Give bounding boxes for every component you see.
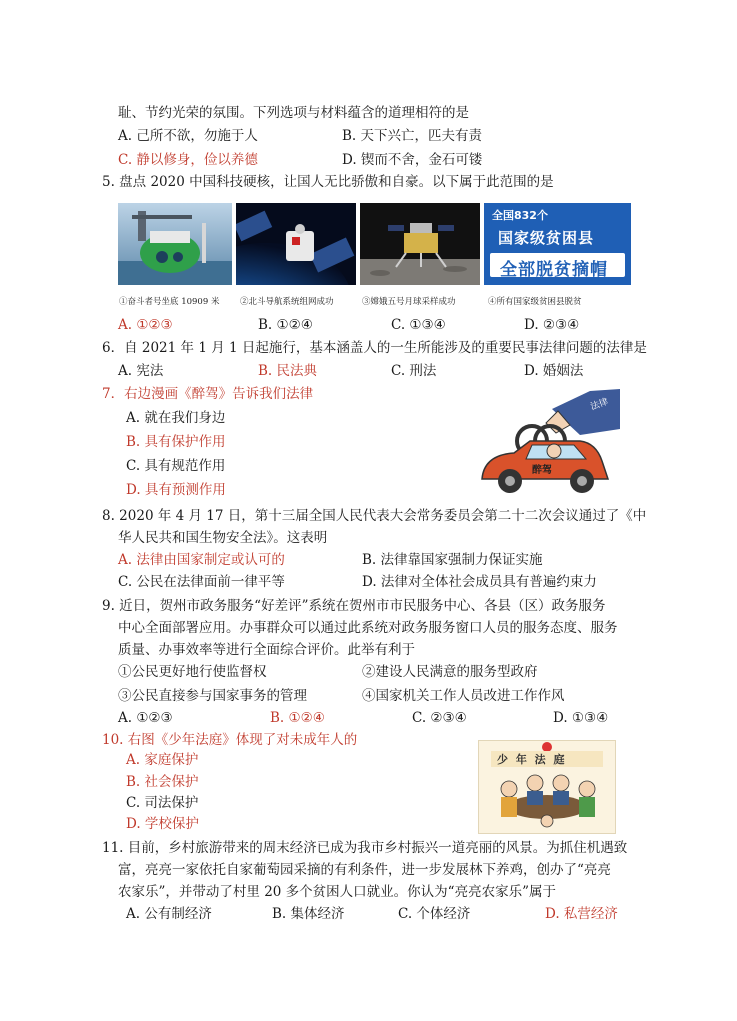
q11-option-c: C. 个体经济 — [398, 906, 471, 922]
q6-option-d: D. 婚姻法 — [524, 363, 584, 379]
q4-option-b: B. 天下兴亡，匹夫有责 — [342, 128, 483, 144]
q9-option-c: C. ②③④ — [412, 710, 467, 726]
q11-stem-line-2: 富，亮亮一家依托自家葡萄园采摘的有利条件，进一步发展林下养鸡，创办了“亮亮 — [118, 862, 611, 878]
q10-option-c: C. 司法保护 — [126, 795, 199, 811]
q8-option-c: C. 公民在法律面前一律平等 — [118, 574, 285, 590]
q4-option-d: D. 锲而不舍，金石可镂 — [342, 152, 483, 168]
q7-option-d: D. 具有预测作用 — [126, 482, 226, 498]
q9-item-1: ①公民更好地行使监督权 — [118, 664, 267, 680]
q9-option-b: B. ①②④ — [270, 710, 325, 726]
q10-option-b: B. 社会保护 — [126, 774, 199, 790]
q8-option-d: D. 法律对全体社会成员具有普遍约束力 — [362, 574, 597, 590]
q10-option-d: D. 学校保护 — [126, 816, 199, 832]
q4-option-c: C. 静以修身，俭以养德 — [118, 152, 258, 168]
banner-line-1: 全国832个 — [492, 209, 548, 222]
q7-option-b: B. 具有保护作用 — [126, 434, 226, 450]
q5-option-b: B. ①②④ — [258, 317, 313, 333]
court-title: 少 年 法 庭 — [497, 753, 567, 766]
q5-caption-2: ②北斗导航系统组网成功 — [240, 297, 334, 307]
q5-photo-submersible — [118, 203, 232, 285]
q5-option-c: C. ①③④ — [391, 317, 446, 333]
q11-stem-line-3: 农家乐”，并带动了村里 20 多个贫困人口就业。你认为“亮亮农家乐”属于 — [118, 884, 556, 900]
q9-option-d: D. ①③④ — [553, 710, 609, 726]
q9-item-3: ③公民直接参与国家事务的管理 — [118, 688, 307, 704]
q11-stem-line-1: 11. 目前，乡村旅游带来的周末经济已成为我市乡村振兴一道亮丽的风景。为抓住机遇致 — [102, 840, 628, 856]
q5-photo-poverty-banner — [484, 203, 631, 285]
q6-option-a: A. 宪法 — [118, 363, 164, 379]
q4-option-a: A. 己所不欲，勿施于人 — [118, 128, 258, 144]
q11-option-d: D. 私营经济 — [545, 906, 618, 922]
q10-stem: 10. 右图《少年法庭》体现了对未成年人的 — [102, 732, 358, 748]
q9-option-a: A. ①②③ — [118, 710, 173, 726]
q6-option-c: C. 刑法 — [391, 363, 437, 379]
q9-item-4: ④国家机关工作人员改进工作作风 — [362, 688, 565, 704]
q10-cartoon-juvenile-court — [478, 740, 616, 834]
q8-stem-line-2: 华人民共和国生物安全法》。这表明 — [118, 530, 328, 546]
q8-option-a: A. 法律由国家制定或认可的 — [118, 552, 285, 568]
q9-stem-line-1: 9. 近日，贺州市政务服务“好差评”系统在贺州市市民服务中心、各县（区）政务服务 — [102, 598, 606, 614]
q9-stem-line-3: 质量、办事效率等进行全面综合评价。此举有利于 — [118, 642, 415, 658]
q10-option-a: A. 家庭保护 — [126, 752, 199, 768]
q5-caption-4: ④所有国家级贫困县脱贫 — [488, 297, 582, 307]
q8-option-b: B. 法律靠国家强制力保证实施 — [362, 552, 543, 568]
q5-caption-3: ③嫦娥五号月球采样成功 — [362, 297, 456, 307]
q7-stem: 7．右边漫画《醉驾》告诉我们法律 — [102, 386, 314, 402]
q7-option-c: C. 具有规范作用 — [126, 458, 226, 474]
q5-caption-1: ①奋斗者号坐底 10909 米 — [119, 297, 220, 307]
q11-option-a: A. 公有制经济 — [126, 906, 212, 922]
q6-option-b: B. 民法典 — [258, 363, 318, 379]
q8-stem-line-1: 8. 2020 年 4 月 17 日，第十三届全国人民代表大会常务委员会第二十二次会议通过了《中 — [102, 508, 647, 524]
q9-stem-line-2: 中心全面部署应用。办事群众可以通过此系统对政务服务窗口人员的服务态度、服务 — [118, 620, 618, 636]
q7-option-a: A. 就在我们身边 — [126, 410, 226, 426]
q4-stem-tail: 耻、节约光荣的氛围。下列选项与材料蕴含的道理相符的是 — [118, 105, 469, 121]
q5-photo-lunar-lander — [360, 203, 480, 285]
q5-option-a: A. ①②③ — [118, 317, 173, 333]
q5-stem: 5. 盘点 2020 中国科技硬核，让国人无比骄傲和自豪。以下属于此范围的是 — [102, 174, 554, 190]
q6-stem: 6．自 2021 年 1 月 1 日起施行，基本涵盖人的一生所能涉及的重要民事法律问题的法律是 — [102, 340, 647, 356]
q11-option-b: B. 集体经济 — [272, 906, 345, 922]
q5-photo-satellite — [236, 203, 356, 285]
q7-cuff-label: 法律 — [589, 397, 610, 413]
banner-line-2: 国家级贫困县 — [498, 229, 595, 247]
banner-line-3: 全部脱贫摘帽 — [500, 260, 608, 280]
q5-option-d: D. ②③④ — [524, 317, 580, 333]
q7-car-label: 醉驾 — [532, 465, 552, 476]
q7-cartoon-drunk-driving — [470, 389, 620, 499]
q9-item-2: ②建设人民满意的服务型政府 — [362, 664, 538, 680]
